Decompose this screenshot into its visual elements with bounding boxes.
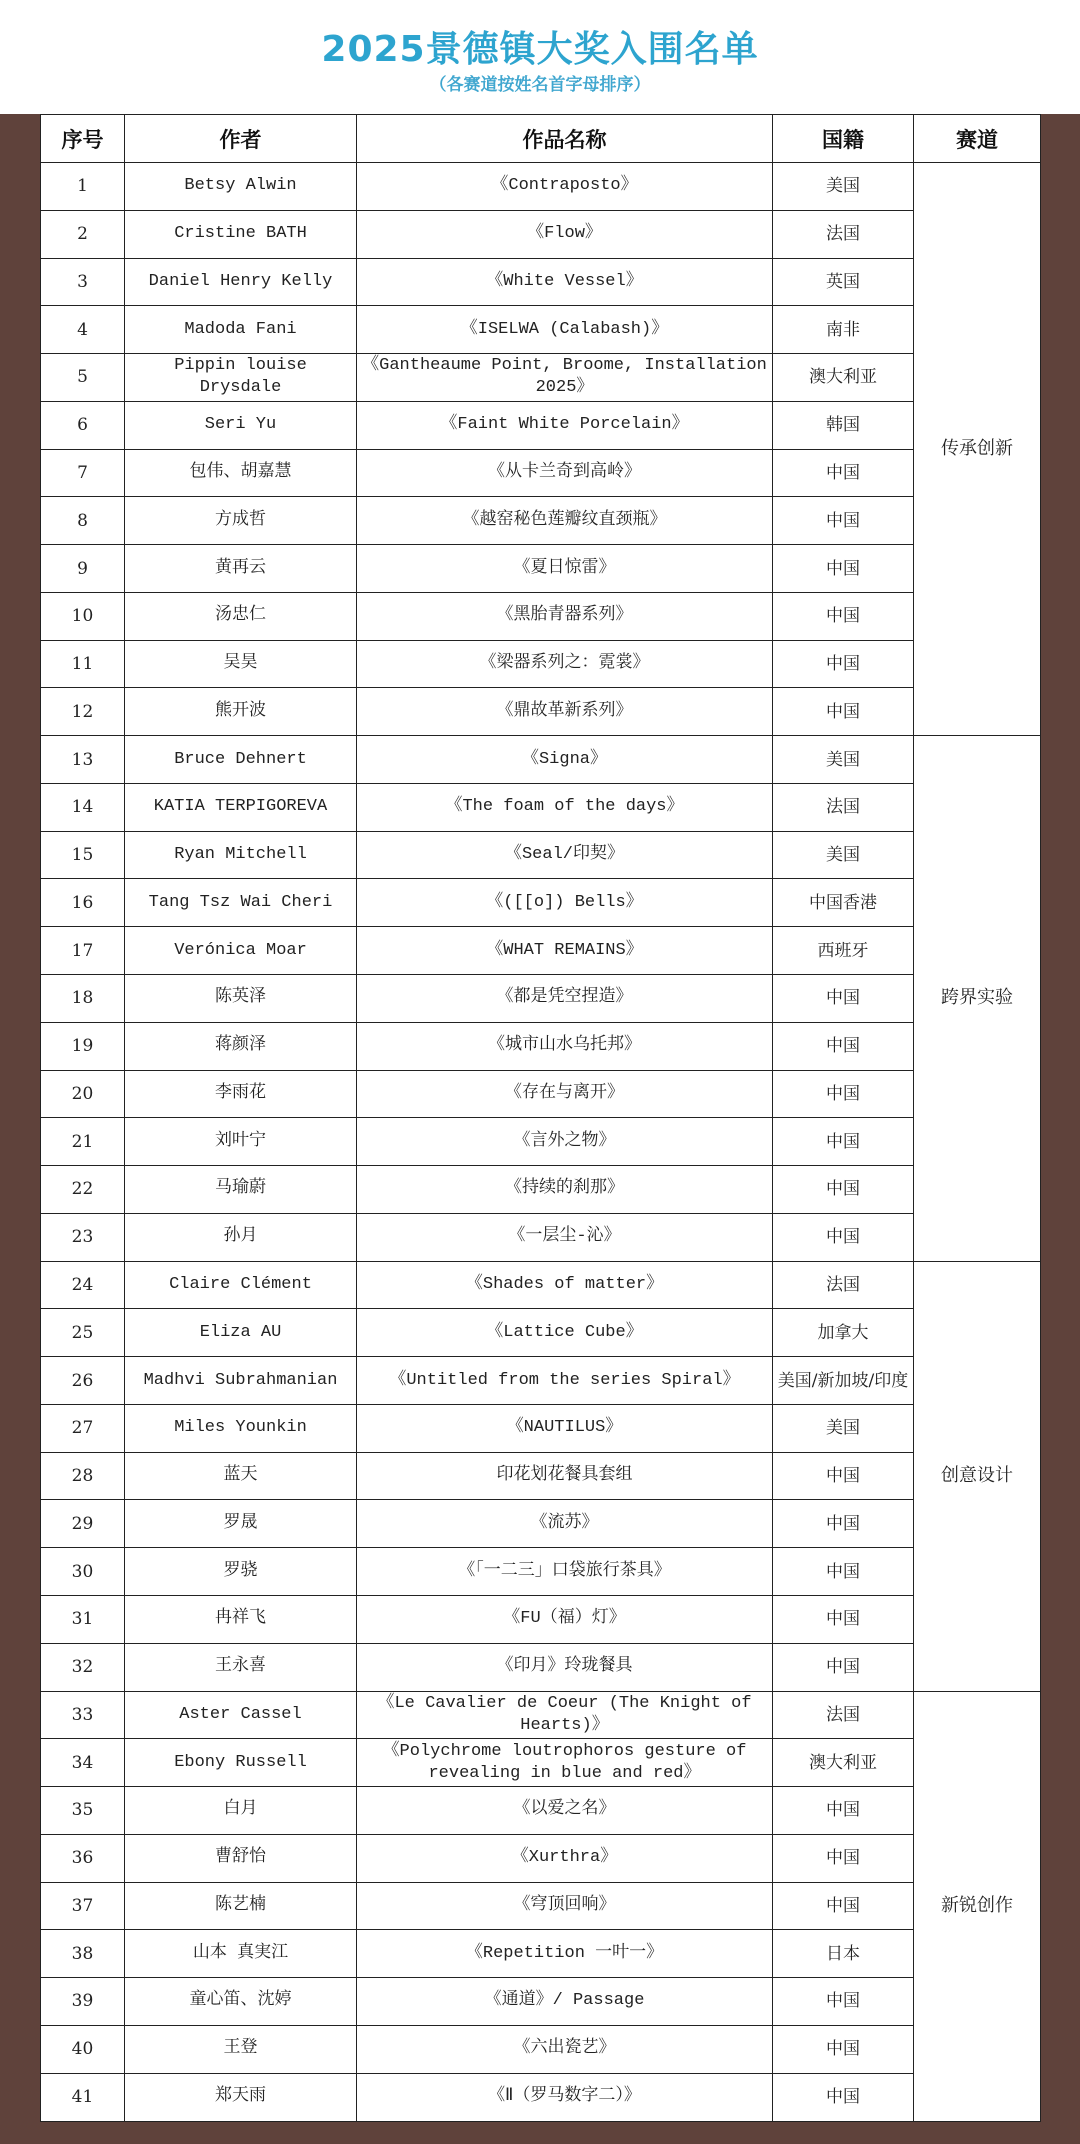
table-row <box>41 1739 1041 1787</box>
cell-work: 《言外之物》 <box>357 1118 773 1166</box>
cell-no: 3 <box>41 258 125 306</box>
cell-country: 中国 <box>773 688 914 736</box>
cell-work: 《都是凭空捏造》 <box>357 975 773 1023</box>
table-body <box>41 163 1041 2122</box>
cell-country: 中国 <box>773 1978 914 2026</box>
cell-author: Madhvi Subrahmanian <box>125 1357 357 1405</box>
cell-author: Ryan Mitchell <box>125 831 357 879</box>
cell-author: 罗晟 <box>125 1500 357 1548</box>
cell-author: 王永喜 <box>125 1643 357 1691</box>
cell-no: 38 <box>41 1930 125 1978</box>
cell-no: 7 <box>41 449 125 497</box>
cell-work: 《WHAT REMAINS》 <box>357 927 773 975</box>
table-row <box>41 879 1041 927</box>
cell-country: 中国 <box>773 545 914 593</box>
cell-country: 中国 <box>773 592 914 640</box>
cell-country: 美国 <box>773 831 914 879</box>
cell-author: KATIA TERPIGOREVA <box>125 783 357 831</box>
cell-no: 8 <box>41 497 125 545</box>
table-row <box>41 1787 1041 1835</box>
table-row <box>41 258 1041 306</box>
cell-country: 日本 <box>773 1930 914 1978</box>
cell-country: 中国 <box>773 640 914 688</box>
cell-author: Daniel Henry Kelly <box>125 258 357 306</box>
cell-country: 澳大利亚 <box>773 1739 914 1787</box>
cell-author: Eliza AU <box>125 1309 357 1357</box>
cell-work: 《一层尘-沁》 <box>357 1213 773 1261</box>
cell-work: 《ISELWA (Calabash)》 <box>357 306 773 354</box>
cell-work: 《Gantheaume Point, Broome, Installation 2025》 <box>357 354 773 402</box>
table-row <box>41 1404 1041 1452</box>
cell-country: 中国 <box>773 1595 914 1643</box>
table-row <box>41 783 1041 831</box>
table-row <box>41 1930 1041 1978</box>
cell-country: 美国/新加坡/印度 <box>773 1357 914 1405</box>
cell-no: 17 <box>41 927 125 975</box>
cell-author: 陈艺楠 <box>125 1882 357 1930</box>
cell-author: Tang Tsz Wai Cheri <box>125 879 357 927</box>
cell-author: 吴昊 <box>125 640 357 688</box>
cell-no: 21 <box>41 1118 125 1166</box>
page-title: 2025景德镇大奖入围名单 <box>321 29 759 70</box>
cell-country: 法国 <box>773 783 914 831</box>
cell-country: 中国 <box>773 1213 914 1261</box>
page-header <box>0 0 1080 114</box>
header-author: 作者 <box>125 115 357 163</box>
cell-author: 刘叶宁 <box>125 1118 357 1166</box>
cell-work: 《越窑秘色莲瓣纹直颈瓶》 <box>357 497 773 545</box>
cell-author: 陈英泽 <box>125 975 357 1023</box>
cell-work: 《印月》玲珑餐具 <box>357 1643 773 1691</box>
cell-work: 《Polychrome loutrophoros gesture of revealing in blue and red》 <box>357 1739 773 1787</box>
cell-no: 29 <box>41 1500 125 1548</box>
cell-no: 31 <box>41 1595 125 1643</box>
cell-work: 《The foam of the days》 <box>357 783 773 831</box>
cell-no: 2 <box>41 210 125 258</box>
cell-no: 25 <box>41 1309 125 1357</box>
table-frame <box>0 114 1080 2144</box>
cell-no: 6 <box>41 401 125 449</box>
table-row <box>41 545 1041 593</box>
cell-no: 4 <box>41 306 125 354</box>
cell-author: 白月 <box>125 1787 357 1835</box>
cell-work: 《Le Cavalier de Coeur (The Knight of Hearts)》 <box>357 1691 773 1739</box>
cell-track: 跨界实验 <box>914 736 1041 1261</box>
cell-author: Claire Clément <box>125 1261 357 1309</box>
cell-author: Pippin louise Drysdale <box>125 354 357 402</box>
table-row <box>41 975 1041 1023</box>
table-row <box>41 1595 1041 1643</box>
cell-author: Betsy Alwin <box>125 163 357 211</box>
cell-work: 《FU（福）灯》 <box>357 1595 773 1643</box>
cell-no: 27 <box>41 1404 125 1452</box>
table-row <box>41 449 1041 497</box>
cell-work: 《Seal/印契》 <box>357 831 773 879</box>
header-track: 赛道 <box>914 115 1041 163</box>
table-row <box>41 688 1041 736</box>
cell-author: 孙月 <box>125 1213 357 1261</box>
cell-track: 创意设计 <box>914 1261 1041 1691</box>
cell-country: 中国 <box>773 2025 914 2073</box>
table-row <box>41 306 1041 354</box>
cell-country: 中国 <box>773 2073 914 2121</box>
cell-work: 《Flow》 <box>357 210 773 258</box>
cell-country: 中国 <box>773 1787 914 1835</box>
table-row <box>41 927 1041 975</box>
cell-no: 22 <box>41 1166 125 1214</box>
cell-author: 汤忠仁 <box>125 592 357 640</box>
cell-work: 《鼎故革新系列》 <box>357 688 773 736</box>
cell-no: 16 <box>41 879 125 927</box>
cell-work: 《存在与离开》 <box>357 1070 773 1118</box>
table-row <box>41 831 1041 879</box>
cell-work: 《城市山水乌托邦》 <box>357 1022 773 1070</box>
cell-work: 《通道》/ Passage <box>357 1978 773 2026</box>
cell-country: 中国 <box>773 1548 914 1596</box>
cell-author: 罗骁 <box>125 1548 357 1596</box>
cell-no: 26 <box>41 1357 125 1405</box>
cell-country: 澳大利亚 <box>773 354 914 402</box>
cell-work: 《White Vessel》 <box>357 258 773 306</box>
cell-country: 中国 <box>773 1166 914 1214</box>
cell-work: 《Shades of matter》 <box>357 1261 773 1309</box>
cell-work: 《六出瓷艺》 <box>357 2025 773 2073</box>
cell-author: 曹舒怡 <box>125 1834 357 1882</box>
table-row <box>41 1452 1041 1500</box>
cell-country: 美国 <box>773 163 914 211</box>
cell-author: Seri Yu <box>125 401 357 449</box>
cell-country: 中国 <box>773 1834 914 1882</box>
cell-no: 11 <box>41 640 125 688</box>
cell-author: Bruce Dehnert <box>125 736 357 784</box>
cell-author: 山本 真実江 <box>125 1930 357 1978</box>
cell-work: 《Repetition 一叶一》 <box>357 1930 773 1978</box>
table-row <box>41 1070 1041 1118</box>
cell-country: 中国 <box>773 975 914 1023</box>
cell-no: 33 <box>41 1691 125 1739</box>
cell-country: 中国 <box>773 1070 914 1118</box>
cell-work: 《「一二三」口袋旅行茶具》 <box>357 1548 773 1596</box>
finalist-table <box>40 114 1041 2122</box>
cell-no: 36 <box>41 1834 125 1882</box>
cell-country: 加拿大 <box>773 1309 914 1357</box>
cell-country: 中国 <box>773 449 914 497</box>
header-no: 序号 <box>41 115 125 163</box>
cell-no: 19 <box>41 1022 125 1070</box>
cell-country: 中国 <box>773 1118 914 1166</box>
cell-country: 西班牙 <box>773 927 914 975</box>
cell-work: 《Faint White Porcelain》 <box>357 401 773 449</box>
cell-no: 20 <box>41 1070 125 1118</box>
cell-no: 23 <box>41 1213 125 1261</box>
cell-author: Miles Younkin <box>125 1404 357 1452</box>
cell-work: 《Untitled from the series Spiral》 <box>357 1357 773 1405</box>
table-row <box>41 401 1041 449</box>
table-row <box>41 1500 1041 1548</box>
cell-no: 37 <box>41 1882 125 1930</box>
table-row <box>41 640 1041 688</box>
cell-no: 39 <box>41 1978 125 2026</box>
table-row <box>41 163 1041 211</box>
cell-author: 包伟、胡嘉慧 <box>125 449 357 497</box>
cell-country: 南非 <box>773 306 914 354</box>
cell-no: 40 <box>41 2025 125 2073</box>
cell-country: 英国 <box>773 258 914 306</box>
table-row <box>41 1548 1041 1596</box>
table-row <box>41 1309 1041 1357</box>
table-row <box>41 497 1041 545</box>
cell-no: 24 <box>41 1261 125 1309</box>
cell-no: 10 <box>41 592 125 640</box>
cell-country: 美国 <box>773 1404 914 1452</box>
cell-track: 传承创新 <box>914 163 1041 736</box>
cell-no: 41 <box>41 2073 125 2121</box>
cell-no: 28 <box>41 1452 125 1500</box>
cell-country: 中国香港 <box>773 879 914 927</box>
cell-country: 中国 <box>773 1882 914 1930</box>
table-row <box>41 1834 1041 1882</box>
cell-country: 法国 <box>773 1261 914 1309</box>
cell-author: 冉祥飞 <box>125 1595 357 1643</box>
table-row <box>41 2025 1041 2073</box>
cell-work: 《([[o]) Bells》 <box>357 879 773 927</box>
cell-work: 《NAUTILUS》 <box>357 1404 773 1452</box>
cell-no: 13 <box>41 736 125 784</box>
table-row <box>41 1691 1041 1739</box>
header-country: 国籍 <box>773 115 914 163</box>
cell-author: 蒋颜泽 <box>125 1022 357 1070</box>
cell-author: Cristine BATH <box>125 210 357 258</box>
cell-work: 《夏日惊雷》 <box>357 545 773 593</box>
table-row <box>41 1357 1041 1405</box>
table-header-row <box>41 115 1041 163</box>
cell-work: 《穹顶回响》 <box>357 1882 773 1930</box>
cell-work: 《以爱之名》 <box>357 1787 773 1835</box>
cell-author: 郑天雨 <box>125 2073 357 2121</box>
cell-author: 马瑜蔚 <box>125 1166 357 1214</box>
cell-author: 童心笛、沈婷 <box>125 1978 357 2026</box>
cell-work: 《Signa》 <box>357 736 773 784</box>
table-row <box>41 2073 1041 2121</box>
cell-country: 中国 <box>773 497 914 545</box>
cell-country: 中国 <box>773 1500 914 1548</box>
table-row <box>41 354 1041 402</box>
cell-work: 《Xurthra》 <box>357 1834 773 1882</box>
table-row <box>41 1118 1041 1166</box>
cell-work: 《Ⅱ（罗马数字二）》 <box>357 2073 773 2121</box>
cell-author: 方成哲 <box>125 497 357 545</box>
cell-no: 32 <box>41 1643 125 1691</box>
cell-country: 中国 <box>773 1022 914 1070</box>
header-work: 作品名称 <box>357 115 773 163</box>
cell-country: 美国 <box>773 736 914 784</box>
table-row <box>41 736 1041 784</box>
cell-author: Ebony Russell <box>125 1739 357 1787</box>
table-row <box>41 1643 1041 1691</box>
cell-no: 12 <box>41 688 125 736</box>
cell-author: Aster Cassel <box>125 1691 357 1739</box>
cell-no: 5 <box>41 354 125 402</box>
cell-country: 法国 <box>773 1691 914 1739</box>
cell-no: 15 <box>41 831 125 879</box>
table-row <box>41 592 1041 640</box>
table-row <box>41 1213 1041 1261</box>
cell-work: 《Lattice Cube》 <box>357 1309 773 1357</box>
table-row <box>41 1022 1041 1070</box>
table-row <box>41 1166 1041 1214</box>
cell-no: 30 <box>41 1548 125 1596</box>
cell-work: 《从卡兰奇到高岭》 <box>357 449 773 497</box>
cell-work: 《持续的刹那》 <box>357 1166 773 1214</box>
table-row <box>41 210 1041 258</box>
cell-no: 18 <box>41 975 125 1023</box>
cell-author: 熊开波 <box>125 688 357 736</box>
cell-no: 34 <box>41 1739 125 1787</box>
cell-work: 《流苏》 <box>357 1500 773 1548</box>
cell-author: 李雨花 <box>125 1070 357 1118</box>
cell-no: 9 <box>41 545 125 593</box>
table-row <box>41 1978 1041 2026</box>
page-subtitle: （各赛道按姓名首字母排序） <box>429 75 651 95</box>
cell-work: 《梁器系列之：霓裳》 <box>357 640 773 688</box>
cell-author: Madoda Fani <box>125 306 357 354</box>
cell-country: 中国 <box>773 1452 914 1500</box>
table-row <box>41 1882 1041 1930</box>
cell-author: 王登 <box>125 2025 357 2073</box>
cell-track: 新锐创作 <box>914 1691 1041 2122</box>
cell-author: Verónica Moar <box>125 927 357 975</box>
cell-country: 韩国 <box>773 401 914 449</box>
cell-country: 中国 <box>773 1643 914 1691</box>
cell-work: 《黑胎青器系列》 <box>357 592 773 640</box>
cell-no: 1 <box>41 163 125 211</box>
cell-no: 35 <box>41 1787 125 1835</box>
table-row <box>41 1261 1041 1309</box>
cell-country: 法国 <box>773 210 914 258</box>
cell-author: 黄再云 <box>125 545 357 593</box>
cell-work: 《Contraposto》 <box>357 163 773 211</box>
cell-no: 14 <box>41 783 125 831</box>
cell-work: 印花划花餐具套组 <box>357 1452 773 1500</box>
cell-author: 蓝天 <box>125 1452 357 1500</box>
